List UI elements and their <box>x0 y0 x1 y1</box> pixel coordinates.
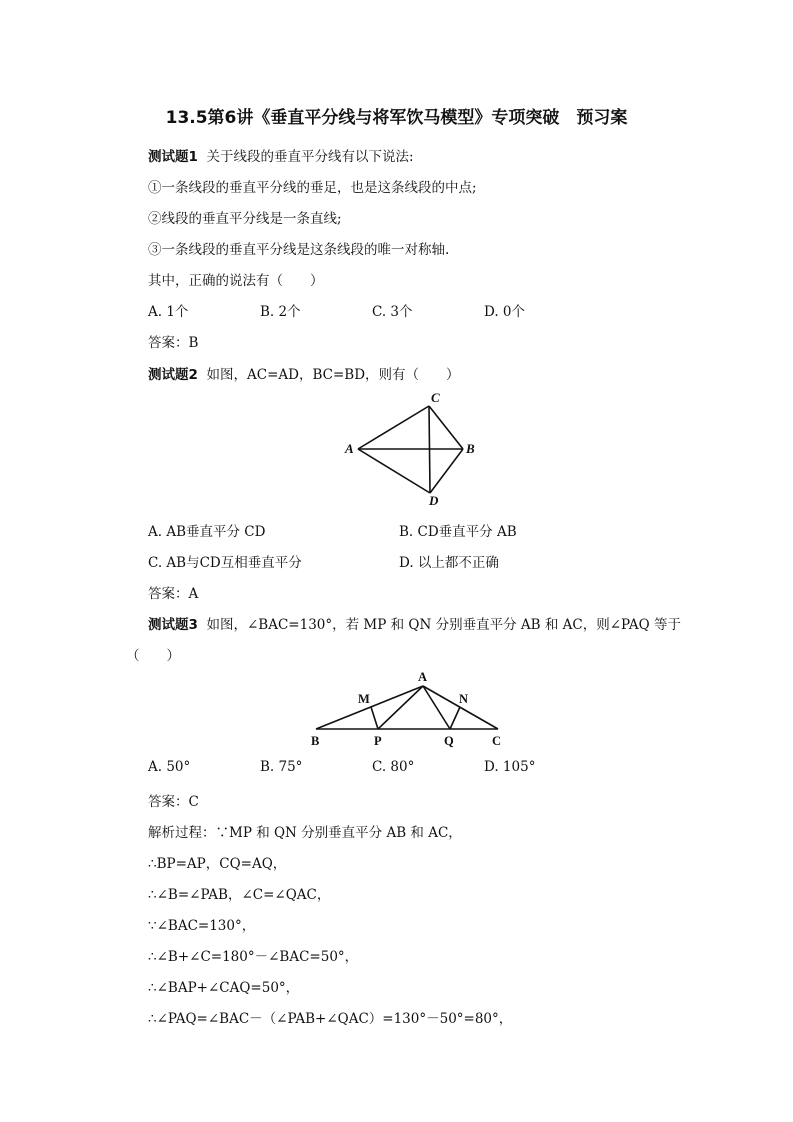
q1-option-a: A. 1个 <box>148 304 189 320</box>
q3-answer: 答案：C <box>148 794 199 810</box>
q1-option-d: D. 0个 <box>484 304 526 320</box>
q1-label: 测试题1 <box>148 149 198 165</box>
label-point-c: C <box>492 734 502 748</box>
label-point-m: M <box>358 692 370 706</box>
segment-cb <box>429 406 463 449</box>
segment-aq <box>423 686 450 729</box>
q1-question: 其中，正确的说法有（ ） <box>148 273 324 289</box>
q1-option-b: B. 2个 <box>260 304 301 320</box>
segment-cd <box>429 406 430 493</box>
q1-item-3: ③一条线段的垂直平分线是这条线段的唯一对称轴. <box>148 242 450 258</box>
q2-label: 测试题2 <box>148 367 198 383</box>
q3-solution-line: ∴∠B+∠C=180°－∠BAC=50°， <box>148 949 359 965</box>
label-point-a: A <box>345 441 354 456</box>
label-point-n: N <box>459 692 469 706</box>
segment-ac <box>358 406 429 449</box>
label-point-c: C <box>431 390 440 405</box>
q2-stem: 如图，AC=AD，BC=BD，则有（ ） <box>206 367 460 383</box>
q1-stem: 关于线段的垂直平分线有以下说法: <box>206 149 414 165</box>
label-point-p: P <box>374 734 382 748</box>
q3-stem: 如图，∠BAC=130°，若 MP 和 QN 分别垂直平分 AB 和 AC，则∠PAQ 等于 <box>206 617 681 633</box>
label-point-b: B <box>311 734 320 748</box>
segment-ap <box>378 686 423 729</box>
q3-stem-line <box>148 613 681 633</box>
q1-item-1: ①一条线段的垂直平分线的垂足，也是这条线段的中点; <box>148 180 477 196</box>
q3-solution-line: ∴BP=AP，CQ=AQ， <box>148 856 287 872</box>
label-point-b: B <box>466 441 475 456</box>
q2-answer: 答案：A <box>148 586 199 602</box>
q3-solution-line: ∴∠BAP+∠CAQ=50°， <box>148 980 300 996</box>
segment-nq <box>450 707 460 729</box>
q2-option-a: A. AB垂直平分 CD <box>148 524 266 540</box>
q3-solution-line: ∴∠B=∠PAB，∠C=∠QAC， <box>148 887 331 903</box>
q3-label: 测试题3 <box>148 617 198 633</box>
q2-option-d: D. 以上都不正确 <box>399 555 499 571</box>
q2-stem-line <box>148 363 460 383</box>
q3-stem-continuation: （ ） <box>126 648 180 664</box>
q2-option-b: B. CD垂直平分 AB <box>399 524 517 540</box>
q3-solution-line: ∵∠BAC=130°， <box>148 918 256 934</box>
q2-option-c: C. AB与CD互相垂直平分 <box>148 555 302 571</box>
q1-stem-line <box>148 145 414 165</box>
q3-option-d: D. 105° <box>484 759 536 775</box>
page-title: 13.5第6讲《垂直平分线与将军饮马模型》专项突破 预习案 <box>165 108 628 128</box>
segment-bd <box>430 449 463 493</box>
q3-option-c: C. 80° <box>372 759 415 775</box>
segment-mp <box>371 707 378 729</box>
q1-item-2: ②线段的垂直平分线是一条直线; <box>148 211 342 227</box>
q3-option-a: A. 50° <box>148 759 191 775</box>
label-point-d: D <box>429 493 439 508</box>
label-point-a: A <box>418 670 428 684</box>
q3-option-b: B. 75° <box>260 759 303 775</box>
q3-solution-line: 解析过程：∵MP 和 QN 分别垂直平分 AB 和 AC， <box>148 825 462 841</box>
q1-option-c: C. 3个 <box>372 304 413 320</box>
q3-solution-line: ∴∠PAQ=∠BAC－（∠PAB+∠QAC）=130°－50°=80°， <box>148 1011 513 1027</box>
segment-da <box>358 449 430 493</box>
q1-answer: 答案：B <box>148 335 199 351</box>
q2-kite-figure <box>340 385 490 510</box>
q3-triangle-figure <box>300 665 520 750</box>
label-point-q: Q <box>444 734 454 748</box>
